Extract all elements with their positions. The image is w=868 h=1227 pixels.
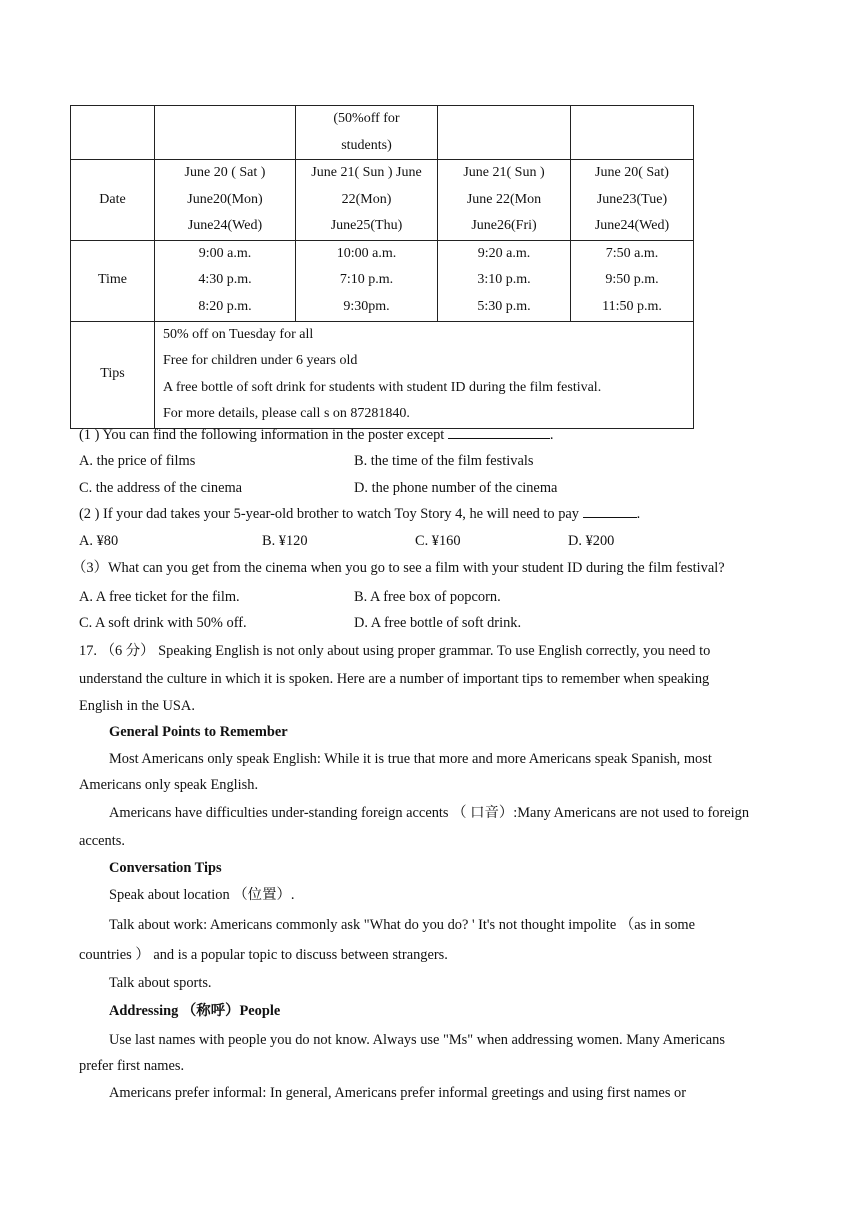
section-heading: Conversation Tips [109,860,222,876]
option-c: C. ¥160 [415,533,461,549]
option-d: D. ¥200 [568,533,615,549]
cell-text: 9:00 a.m. [198,245,252,261]
paragraph-text: Talk about work: Americans commonly ask "What do you do? ' It's not thought impolite （as in some [109,917,695,933]
question-end: . [549,427,554,443]
paragraph-text: Speak about location （位置）. [109,887,295,903]
option-c: C. the address of the cinema [79,480,243,496]
cell-text: 7:50 a.m. [605,245,659,261]
cell-text: June 20( Sat) [595,165,669,180]
table-cell [296,240,438,321]
tips-cell [155,321,694,428]
option-a: A. the price of films [79,453,196,469]
option-b: B. ¥120 [262,533,308,549]
table-cell [438,160,571,241]
question-3: （3）What can you get from the cinema when you go to see a film with your student ID during the film festival? [72,560,725,576]
cell-text: 9:20 a.m. [477,245,531,261]
tip-text: For more details, please call s on 87281840. [163,406,410,421]
question-1 [79,425,554,445]
option-d: D. the phone number of the cinema [354,480,558,496]
tip-text: 50% off on Tuesday for all [163,326,314,342]
table-cell [438,240,571,321]
table-cell [155,160,296,241]
cell-text: 7:10 p.m. [339,272,394,288]
paragraph-text: Americans have difficulties under-standing foreign accents （ 口音）:Many Americans are not used to foreign [109,805,750,821]
cell-text: June20(Mon) [187,191,263,207]
paragraph-text: prefer first names. [79,1058,185,1074]
cell-text: 4:30 p.m. [198,272,252,288]
cell-text: 3:10 p.m. [477,272,531,288]
paragraph-text: Americans prefer informal: In general, Americans prefer informal greetings and using first names or [109,1085,687,1101]
option-c: C. A soft drink with 50% off. [79,615,247,631]
cell-text: June25(Thu) [330,218,403,233]
table-row [71,321,694,428]
question-stem: (2 ) If your dad takes your 5-year-old brother to watch Toy Story 4, he will need to pay [79,506,583,522]
paragraph-text: Americans only speak English. [79,777,259,793]
table-cell [296,106,438,160]
cell-text: June26(Fri) [471,218,537,233]
cell-text: June24(Wed) [187,218,263,233]
option-b: B. the time of the film festivals [354,453,534,469]
date-label: Date [71,160,155,241]
cell-text: June 21( Sun ) [463,165,545,180]
answer-blank[interactable] [583,504,637,518]
cell-text: 10:00 a.m. [336,245,397,261]
table-row [71,160,694,241]
answer-blank[interactable] [448,425,550,439]
cell-text: June23(Tue) [596,191,668,207]
option-b: B. A free box of popcorn. [354,589,501,605]
option-d: D. A free bottle of soft drink. [354,615,522,631]
passage-intro: English in the USA. [79,698,195,714]
paragraph-text: Talk about sports. [109,975,212,991]
tip-text: A free bottle of soft drink for students with student ID during the film festival. [163,379,602,395]
passage-intro: 17. （6 分） Speaking English is not only about using proper grammar. To use English correctly, you need to [79,643,711,659]
option-a: A. A free ticket for the film. [79,589,240,605]
cell-text: 22(Mon) [341,191,392,207]
cell-text: June 22(Mon [466,191,542,207]
question-end: . [636,506,641,522]
table-row [71,240,694,321]
cell-text: June 20 ( Sat ) [184,165,266,180]
paragraph-text: accents. [79,833,125,849]
cell-text: June 21( Sun ) June [311,165,422,180]
cell-text: (50%off for [333,111,400,126]
passage-intro: understand the culture in which it is spoken. Here are a number of important tips to remember when speaking [79,671,710,687]
film-poster-table [70,105,694,429]
cell-text: June24(Wed) [594,218,670,233]
table-cell [571,160,694,241]
paragraph-text: countries ） and is a popular topic to discuss between strangers. [79,947,448,963]
table-cell [571,106,694,160]
time-label: Time [71,240,155,321]
option-a: A. ¥80 [79,533,119,549]
paragraph-text: Use last names with people you do not know. Always use "Ms" when addressing women. Many Americans [109,1032,725,1048]
cell-text: 5:30 p.m. [477,298,531,314]
question-stem: (1 ) You can find the following information in the poster except [79,427,448,443]
table-cell [438,106,571,160]
cell-text: 11:50 p.m. [602,298,662,314]
table-cell [296,160,438,241]
section-heading: Addressing （称呼）People [109,1003,281,1019]
tips-label: Tips [71,321,155,428]
table-cell [155,240,296,321]
table-cell [571,240,694,321]
table-row [71,106,694,160]
table-cell [155,106,296,160]
question-2 [79,504,640,524]
paragraph-text: Most Americans only speak English: While it is true that more and more Americans speak Spanish, most [109,751,712,767]
cell-text: students) [341,137,392,153]
table-cell [71,106,155,160]
tip-text: Free for children under 6 years old [163,353,358,368]
cell-text: 8:20 p.m. [198,298,252,314]
cell-text: 9:50 p.m. [605,272,659,288]
section-heading: General Points to Remember [109,724,288,740]
cell-text: 9:30pm. [343,298,390,314]
